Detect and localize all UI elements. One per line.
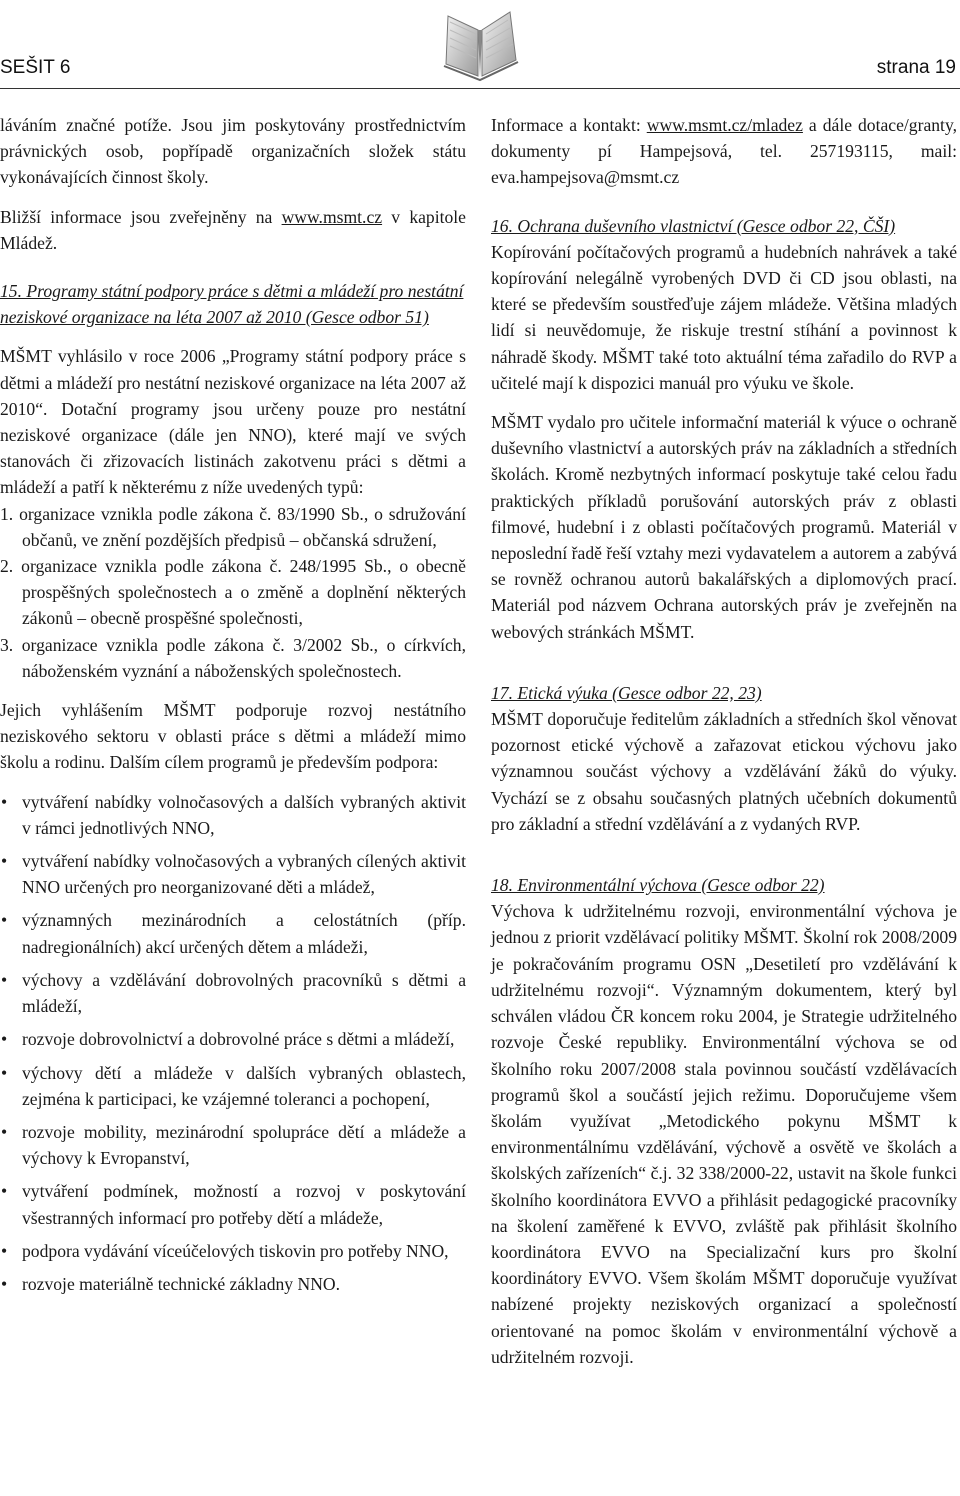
paragraph-ethics: MŠMT doporučuje ředitelům základních a středních škol věnovat pozornost etické výchově a zařazovat etickou výchovu jako významnou součást výchovy a vzdělávání žáků do výuky. Vychází se z obsahu současných platných učebních dokumentů pro základní a střední vzdělávání a z vydaných RVP. bbox=[491, 709, 957, 834]
paragraph-programs: MŠMT vyhlásilo v roce 2006 „Programy státní podpory práce s dětmi a mládeží pro nestátní neziskové organizace na léta 2007 až 2010“. Dotační programy jsou určeny pouze pro nestátní neziskové organizace (dále jen NNO), které mají ve svých stanovách či zřizovacích listinách zakotvenu práci s dětmi a mládeží a patří k některému z níže uvedených typů: bbox=[0, 346, 466, 498]
paragraph-teacher-material: MŠMT vydalo pro učitele informační materiál k výuce o ochraně duševního vlastnictví a autorských práv na základních a středních školách. Kromě nezbytných informací poskytuje také celou řadu praktických příkladů porušování autorských práv z oblasti filmové, hudební i z oblasti počítačových programů. Materiál v neposlední řadě řeší vztahy mezi vydavatelem a autorem a zabývá se rovněž ochranou autorů bakalářských a diplomových prací. Materiál pod názvem Ochrana autorských práv je zveřejněn na webových stránkách MŠMT. bbox=[491, 412, 957, 642]
paragraph-environment: Výchova k udržitelnému rozvoji, environmentální výchova je jednou z priorit vzdělávací politiky MŠMT. Školní rok 2008/2009 je pokračováním programu OSN „Desetiletí pro vzdělávání k udržitelnému rozvoji“. Významným dokumentem, který byl schválen vládou ČR koncem roku 2004, je Strategie udržitelného rozvoje České republiky. Environmentální výchova se od školního roku 2007/2008 stala povinnou součástí vzdělávacích programů škol a součástí jejich režimu. Doporučujeme všem školám využívat „Metodického pokynu MŠMT k environmentálnímu vzdělávání, výchově a osvětě ve školách a školských zařízeních“ č.j. 32 338/2000-22, ustavit na škole funkci školního koordinátora EVVO a přihlásit pedagogické pracovníky na školení zaměřené k EVVO, zvláště pak přihlásit školního koordinátora EVVO na Specializační kurs pro školní koordinátory EVVO. Všem školám MŠMT doporučuje využívat nabízené projekty neziskových organizací a společností orientované na pomoc školám v environmentální výchově a udržitelném rozvoji. bbox=[491, 901, 957, 1367]
list-item: 2. organizace vznikla podle zákona č. 248/1995 Sb., o obecně prospěšných společnostech a o změně a doplnění některých zákonů – obecně prospěšné společnosti, bbox=[0, 556, 466, 629]
heading-section-18: 18. Environmentální výchova (Gesce odbor 22) bbox=[491, 875, 825, 896]
bullet-icon: • bbox=[1, 1062, 8, 1083]
list-item: • významných mezinárodních a celostátních (příp. nadregionálních) akcí určených dětem a mládeži, bbox=[0, 907, 466, 959]
bullet-icon: • bbox=[1, 1121, 8, 1142]
list-item: • vytváření nabídky volnočasových a vybraných cílených aktivit NNO určených pro neorganizované děti a mládež, bbox=[0, 848, 466, 900]
heading-section-16: 16. Ochrana duševního vlastnictví (Gesce odbor 22, ČŠI) bbox=[491, 215, 896, 236]
msmt-mladez-link[interactable]: www.msmt.cz/mladez bbox=[646, 115, 803, 135]
booklet-label: SEŠIT 6 bbox=[0, 57, 71, 78]
heading-section-15: 15. Programy státní podpory práce s dětmi a mládeží pro nestátní neziskové organizace na léta 2007 až 2010 (Gesce odbor 51) bbox=[0, 281, 464, 328]
bullet-icon: • bbox=[1, 851, 8, 872]
paragraph-more-info: Bližší informace jsou zveřejněny na www.msmt.cz v kapitole Mládež. bbox=[0, 206, 466, 253]
left-column bbox=[0, 112, 466, 1304]
list-item: • výchovy dětí a mládeže v dalších vybraných oblastech, zejména k participaci, ke vzájemné toleranci a pochopení, bbox=[0, 1060, 466, 1112]
msmt-link[interactable]: www.msmt.cz bbox=[281, 206, 383, 227]
support-list bbox=[0, 789, 466, 1297]
header-divider bbox=[0, 88, 960, 89]
bullet-icon: • bbox=[1, 969, 8, 990]
bullet-icon: • bbox=[1, 1181, 8, 1202]
heading-section-17: 17. Etická výuka (Gesce odbor 22, 23) bbox=[491, 682, 762, 703]
bullet-icon: • bbox=[1, 1273, 8, 1294]
paragraph-continued: láváním značné potíže. Jsou jim poskytovány prostřednictvím právnických osob, popřípadě organizačních složek státu vykonávajících činnost školy. bbox=[0, 115, 466, 188]
list-item: • rozvoje dobrovolnictví a dobrovolné práce s dětmi a mládeží, bbox=[0, 1026, 466, 1052]
paragraph-support: Jejich vyhlášením MŠMT podporuje rozvoj nestátního neziskového sektoru v oblasti práce s dětmi a mládeží mimo školu a rodinu. Dalším cílem programů je především podpora: bbox=[0, 700, 466, 773]
organization-type-list bbox=[0, 501, 466, 684]
page-header bbox=[0, 0, 960, 100]
paragraph-contact: Informace a kontakt: www.msmt.cz/mladez a dále dotace/granty, dokumenty pí Hampejsová, tel. 257193115, mail: eva.hampejsova@msmt.cz bbox=[491, 115, 958, 188]
open-book-logo-icon bbox=[438, 2, 524, 84]
list-item: • podpora vydávání víceúčelových tiskovin pro potřeby NNO, bbox=[0, 1238, 466, 1264]
list-item: • vytváření nabídky volnočasových a dalších vybraných aktivit v rámci jednotlivých NNO, bbox=[0, 789, 466, 841]
list-item: 3. organizace vznikla podle zákona č. 3/2002 Sb., o církvích, náboženském vyznání a náboženských společnostech. bbox=[0, 634, 466, 681]
list-item: • vytváření podmínek, možností a rozvoj v poskytování všestranných informací pro potřeby dětí a mládeže, bbox=[0, 1178, 466, 1230]
page-number: strana 19 bbox=[876, 57, 956, 78]
list-item: • výchovy a vzdělávání dobrovolných pracovníků s dětmi a mládeží, bbox=[0, 967, 466, 1019]
right-column bbox=[491, 112, 957, 1370]
bullet-icon: • bbox=[1, 910, 8, 931]
list-item: 1. organizace vznikla podle zákona č. 83/1990 Sb., o sdružování občanů, ve znění pozdějších předpisů – občanská sdružení, bbox=[0, 503, 466, 550]
list-item: • rozvoje mobility, mezinárodní spolupráce dětí a mládeže a výchovy k Evropanství, bbox=[0, 1119, 466, 1171]
list-item: • rozvoje materiálně technické základny NNO. bbox=[0, 1271, 466, 1297]
bullet-icon: • bbox=[1, 791, 8, 812]
bullet-icon: • bbox=[1, 1029, 8, 1050]
paragraph-copying: Kopírování počítačových programů a hudebních nahrávek a také kopírování nelegálně vyrobených DVD či CD jsou oblasti, na které se především soustřeďuje zájem mládeže. Většina mladých lidí si neuvědomuje, že riskuje trestní stíhání a povinnost k náhradě škody. MŠMT také toto aktuální téma zařadilo do RVP a učitelé mají k dispozici manuál pro výuku ve škole. bbox=[491, 241, 957, 393]
bullet-icon: • bbox=[1, 1240, 8, 1261]
